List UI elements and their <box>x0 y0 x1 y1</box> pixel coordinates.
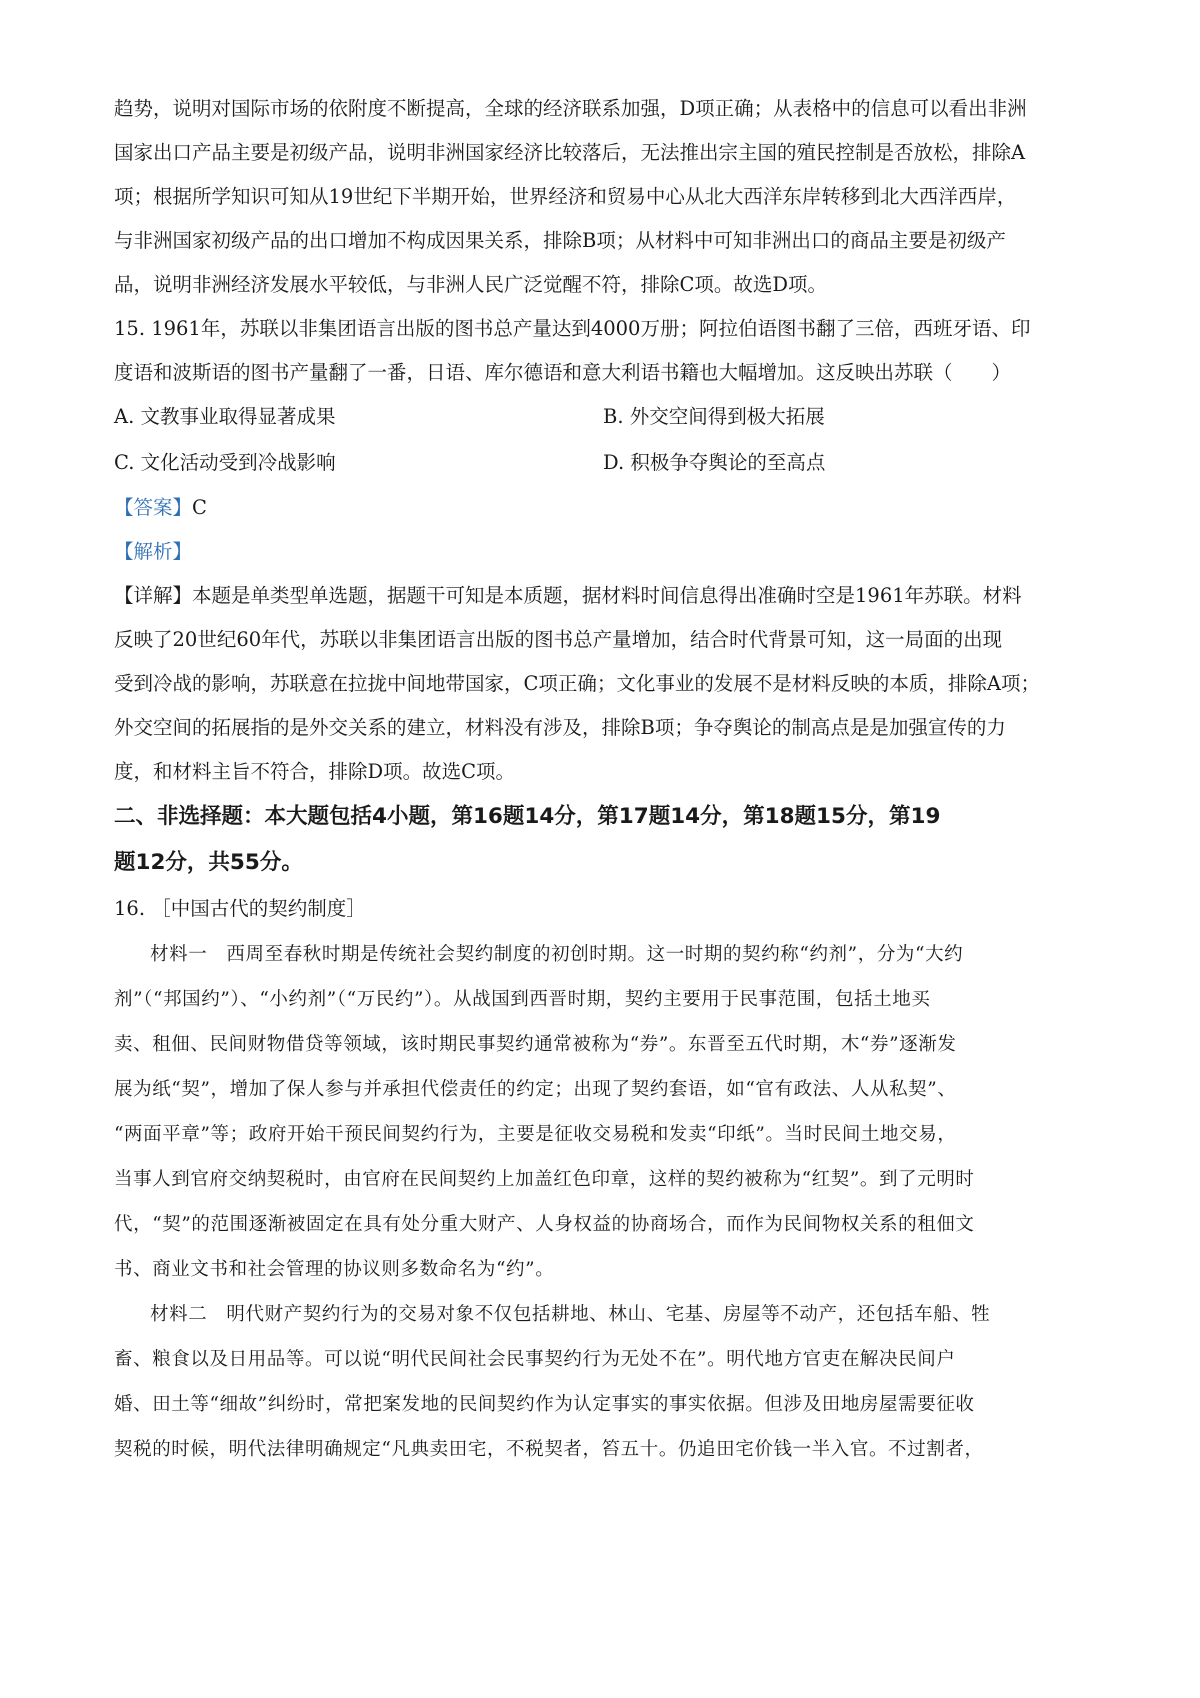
section-title: 二、非选择题：本大题包括4小题，第16题14分，第17题14分，第18题15分，第19 <box>114 804 941 829</box>
detail-line: 度，和材料主旨不符合，排除D项。故选C项。 <box>114 760 516 783</box>
answer-label: 【答案】 <box>114 496 193 519</box>
text-line: 国家出口产品主要是初级产品，说明非洲国家经济比较落后，无法推出宗主国的殖民控制是否放松，排除A <box>114 141 1026 164</box>
material-line: 契税的时候，明代法律明确规定“凡典卖田宅，不税契者，笞五十。仍追田宅价钱一半入官。不过割者， <box>114 1439 984 1460</box>
option-b: B. 外交空间得到极大拓展 <box>603 405 825 428</box>
material-line: 婚、田土等“细故”纠纷时，常把案发地的民间契约作为认定事实的事实依据。但涉及田地房屋需要征收 <box>114 1394 975 1415</box>
material-line: 卖、租佃、民间财物借贷等领域，该时期民事契约通常被称为“券”。东晋至五代时期，木“券”逐渐发 <box>114 1034 957 1055</box>
answer-value: C <box>192 496 207 519</box>
material-line: 材料二 明代财产契约行为的交易对象不仅包括耕地、林山、宅基、房屋等不动产，还包括车船、牲 <box>150 1304 991 1325</box>
detail-line: 反映了20世纪60年代，苏联以非集团语言出版的图书总产量增加，结合时代背景可知，这一局面的出现 <box>114 628 1003 651</box>
option-c: C. 文化活动受到冷战影响 <box>114 451 336 474</box>
material-line: 材料一 西周至春秋时期是传统社会契约制度的初创时期。这一时期的契约称“约剂”，分为“大约 <box>150 944 964 965</box>
text-line: 与非洲国家初级产品的出口增加不构成因果关系，排除B项；从材料中可知非洲出口的商品主要是初级产 <box>114 229 1006 252</box>
detail-line: 【详解】本题是单类型单选题，据题干可知是本质题，据材料时间信息得出准确时空是1961年苏联。材料 <box>114 584 1022 607</box>
detail-line: 外交空间的拓展指的是外交关系的建立，材料没有涉及，排除B项；争夺舆论的制高点是是加强宣传的力 <box>114 716 1006 739</box>
material-line: 剂”（“邦国约”）、“小约剂”（“万民约”）。从战国到西晋时期，契约主要用于民事范围，包括土地买 <box>114 989 931 1010</box>
option-d: D. 积极争夺舆论的至高点 <box>603 451 826 474</box>
text-line: 品，说明非洲经济发展水平较低，与非洲人民广泛觉醒不符，排除C项。故选D项。 <box>114 273 828 296</box>
text-line: 项；根据所学知识可知从19世纪下半期开始，世界经济和贸易中心从北大西洋东岸转移到北大西洋西岸， <box>114 185 1017 208</box>
option-a: A. 文教事业取得显著成果 <box>114 405 336 428</box>
material-line: 当事人到官府交纳契税时，由官府在民间契约上加盖红色印章，这样的契约被称为“红契”。到了元明时 <box>114 1169 975 1190</box>
material-line: 代，“契”的范围逐渐被固定在具有处分重大财产、人身权益的协商场合，而作为民间物权关系的租佃文 <box>114 1214 975 1235</box>
text-line: 趋势，说明对国际市场的依附度不断提高，全球的经济联系加强，D项正确；从表格中的信息可以看出非洲 <box>114 97 1027 120</box>
question-title: 16. ［中国古代的契约制度］ <box>114 897 366 920</box>
detail-line: 受到冷战的影响，苏联意在拉拢中间地带国家，C项正确；文化事业的发展不是材料反映的本质，排除A项； <box>114 672 1041 695</box>
material-line: “两面平章”等；政府开始干预民间契约行为，主要是征收交易税和发卖“印纸”。当时民间土地交易， <box>114 1124 957 1145</box>
question-stem: 度语和波斯语的图书产量翻了一番，日语、库尔德语和意大利语书籍也大幅增加。这反映出苏联（ ） <box>114 361 1012 384</box>
analysis-label: 【解析】 <box>114 540 193 563</box>
material-line: 展为纸“契”，增加了保人参与并承担代偿责任的约定；出现了契约套语，如“官有政法、人从私契”、 <box>114 1079 957 1100</box>
material-line: 书、商业文书和社会管理的协议则多数命名为“约”。 <box>114 1259 555 1280</box>
answer-row <box>114 494 1094 522</box>
material-line: 畜、粮食以及日用品等。可以说“明代民间社会民事契约行为无处不在”。明代地方官吏在解决民间户 <box>114 1349 956 1370</box>
question-stem: 15. 1961年，苏联以非集团语言出版的图书总产量达到4000万册；阿拉伯语图书翻了三倍，西班牙语、印 <box>114 317 1031 340</box>
section-title: 题12分，共55分。 <box>114 850 303 875</box>
